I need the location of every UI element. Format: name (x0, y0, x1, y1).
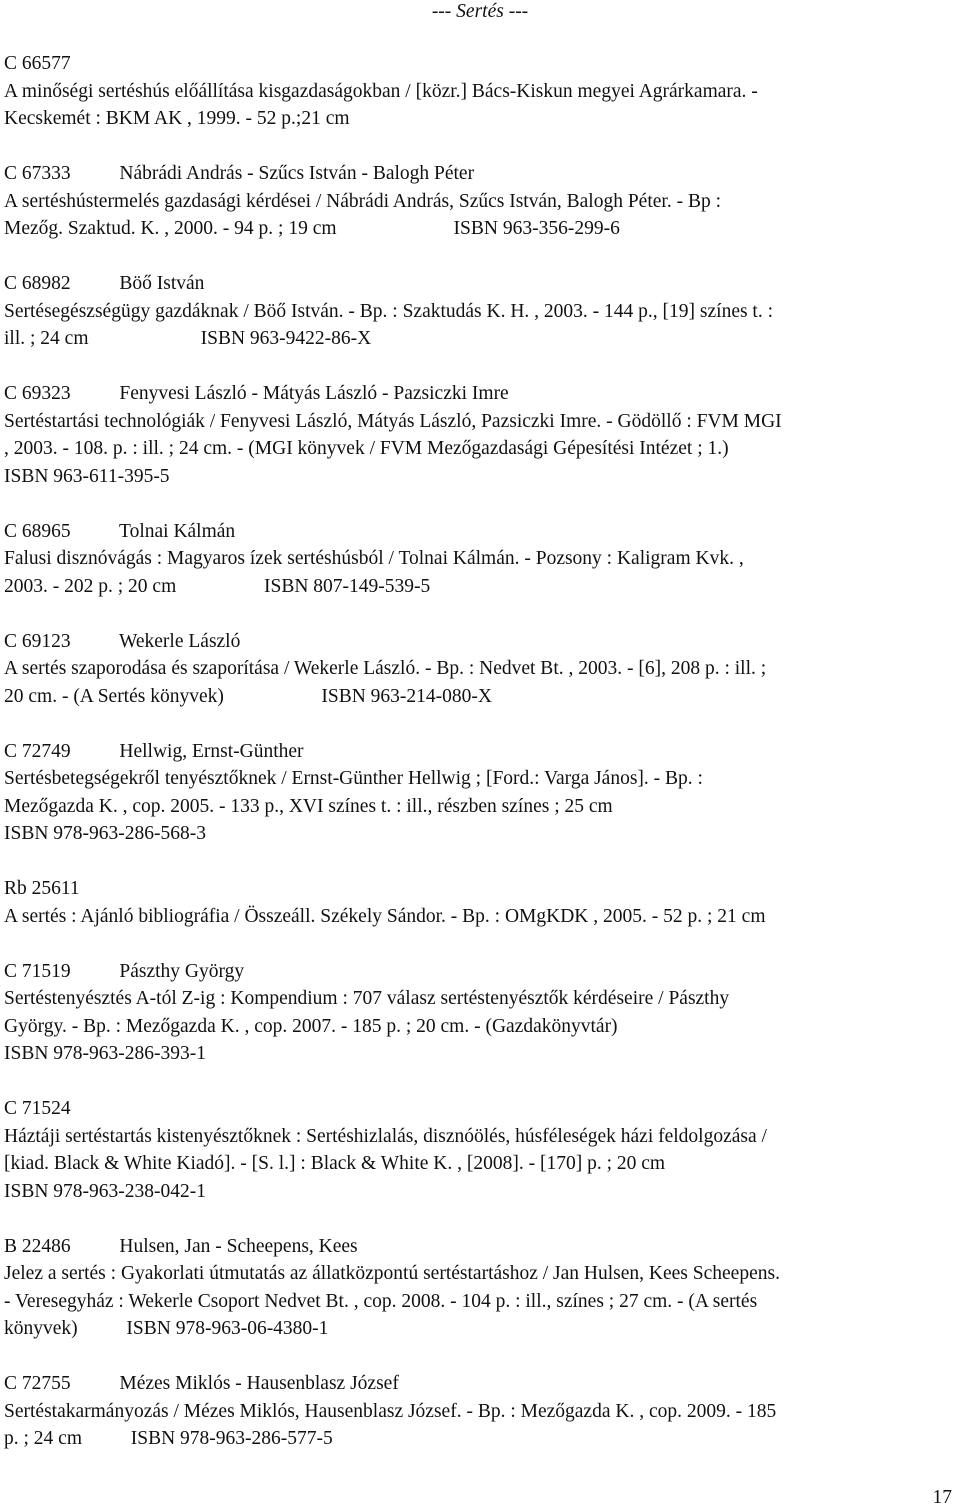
entry-call-number-line: Rb 25611 (4, 878, 80, 899)
entry-text-line: A sertés szaporodása és szaporítása / Wekerle László. - Bp. : Nedvet Bt. , 2003. - [6], 208 p. : ill. ; (4, 658, 767, 679)
entry-text-line: Jelez a sertés : Gyakorlati útmutatás az állatközpontú sertéstartáshoz / Jan Hulsen, Kees Scheepens. (4, 1263, 780, 1284)
entry-text-line: Mezőgazda K. , cop. 2005. - 133 p., XVI színes t. : ill., részben színes ; 25 cm (4, 795, 613, 817)
entry-text-line: ISBN 978-963-238-042-1 (4, 1180, 207, 1202)
entry-call-number-line: C 69123 Wekerle László (4, 630, 241, 652)
entry-call-number-line: C 71524 (4, 1098, 71, 1119)
bibliography-list (4, 50, 954, 1480)
entry-text-line: A minőségi sertéshús előállítása kisgazdaságokban / [közr.] Bács-Kiskun megyei Agrárkamara. - (4, 80, 758, 102)
bibliography-entry (4, 270, 954, 353)
entry-call-number-line: C 69323 Fenyvesi László - Mátyás László - Pazsiczki Imre (4, 383, 509, 404)
entry-text-line: Sertéstakarmányozás / Mézes Miklós, Hausenblasz József. - Bp. : Mezőgazda K. , cop. 2009. - 185 (4, 1400, 777, 1422)
page-number: 17 (932, 1487, 952, 1508)
entry-text-line: 2003. - 202 p. ; 20 cm ISBN 807-149-539-5 (4, 575, 431, 597)
bibliography-entry (4, 160, 954, 243)
entry-text-line: ISBN 978-963-286-568-3 (4, 823, 207, 844)
bibliography-entry (4, 1370, 954, 1453)
entry-call-number-line: B 22486 Hulsen, Jan - Scheepens, Kees (4, 1235, 358, 1257)
section-title: --- Sertés --- (431, 1, 529, 22)
entry-text-line: , 2003. - 108. p. : ill. ; 24 cm. - (MGI könyvek / FVM Mezőgazdasági Gépesítési Intézet ; 1.) (4, 438, 729, 459)
bibliography-entry (4, 380, 954, 490)
entry-text-line: ill. ; 24 cm ISBN 963-9422-86-X (4, 328, 372, 349)
entry-call-number-line: C 72755 Mézes Miklós - Hausenblasz József (4, 1373, 399, 1394)
entry-call-number-line: C 67333 Nábrádi András - Szűcs István - Balogh Péter (4, 163, 475, 184)
entry-call-number-line: C 66577 (4, 53, 71, 74)
bibliography-entry (4, 1095, 954, 1205)
bibliography-entry (4, 875, 954, 930)
entry-text-line: A sertéshústermelés gazdasági kérdései / Nábrádi András, Szűcs István, Balogh Péter. - Bp : (4, 190, 721, 212)
entry-text-line: [kiad. Black & White Kiadó]. - [S. l.] : Black & White K. , [2008]. - [170] p. ; 20 cm (4, 1153, 666, 1174)
entry-text-line: Mezőg. Szaktud. K. , 2000. - 94 p. ; 19 cm ISBN 963-356-299-6 (4, 218, 620, 239)
entry-text-line: ISBN 978-963-286-393-1 (4, 1043, 207, 1064)
bibliography-entry (4, 518, 954, 601)
bibliography-entry (4, 958, 954, 1068)
entry-text-line: Sertésegészségügy gazdáknak / Böő István. - Bp. : Szaktudás K. H. , 2003. - 144 p., [19] színes t. : (4, 300, 774, 322)
entry-text-line: Kecskemét : BKM AK , 1999. - 52 p.;21 cm (4, 108, 350, 129)
bibliography-entry (4, 628, 954, 711)
entry-text-line: Falusi disznóvágás : Magyaros ízek sertéshúsból / Tolnai Kálmán. - Pozsony : Kaligram Kvk. , (4, 548, 744, 569)
entry-text-line: A sertés : Ajánló bibliográfia / Összeáll. Székely Sándor. - Bp. : OMgKDK , 2005. - 52 p. ; 21 cm (4, 905, 766, 927)
entry-call-number-line: C 71519 Pászthy György (4, 960, 245, 982)
bibliography-entry (4, 1233, 954, 1343)
entry-call-number-line: C 72749 Hellwig, Ernst-Günther (4, 740, 304, 762)
entry-text-line: György. - Bp. : Mezőgazda K. , cop. 2007. - 185 p. ; 20 cm. - (Gazdakönyvtár) (4, 1015, 618, 1037)
entry-text-line: könyvek) ISBN 978-963-06-4380-1 (4, 1318, 329, 1339)
page-header (0, 0, 960, 24)
bibliography-entry (4, 50, 954, 133)
entry-text-line: - Veresegyház : Wekerle Csoport Nedvet Bt. , cop. 2008. - 104 p. : ill., színes ; 27 cm. - (A sertés (4, 1290, 758, 1312)
entry-call-number-line: C 68965 Tolnai Kálmán (4, 520, 236, 542)
entry-text-line: p. ; 24 cm ISBN 978-963-286-577-5 (4, 1428, 333, 1449)
bibliography-entry (4, 738, 954, 848)
entry-text-line: Sertésbetegségekről tenyésztőknek / Ernst-Günther Hellwig ; [Ford.: Varga János]. - Bp. : (4, 768, 703, 789)
entry-text-line: Háztáji sertéstartás kistenyésztőknek : Sertéshizlalás, disznóölés, húsféleségek házi feldolgozása / (4, 1125, 767, 1147)
entry-text-line: 20 cm. - (A Sertés könyvek) ISBN 963-214-080-X (4, 685, 492, 707)
entry-text-line: ISBN 963-611-395-5 (4, 465, 170, 487)
entry-text-line: Sertéstartási technológiák / Fenyvesi László, Mátyás László, Pazsiczki Imre. - Gödöllő : FVM MGI (4, 410, 782, 432)
entry-call-number-line: C 68982 Böő István (4, 273, 205, 294)
entry-text-line: Sertéstenyésztés A-tól Z-ig : Kompendium : 707 válasz sertéstenyésztők kérdéseire / Pászthy (4, 988, 730, 1009)
